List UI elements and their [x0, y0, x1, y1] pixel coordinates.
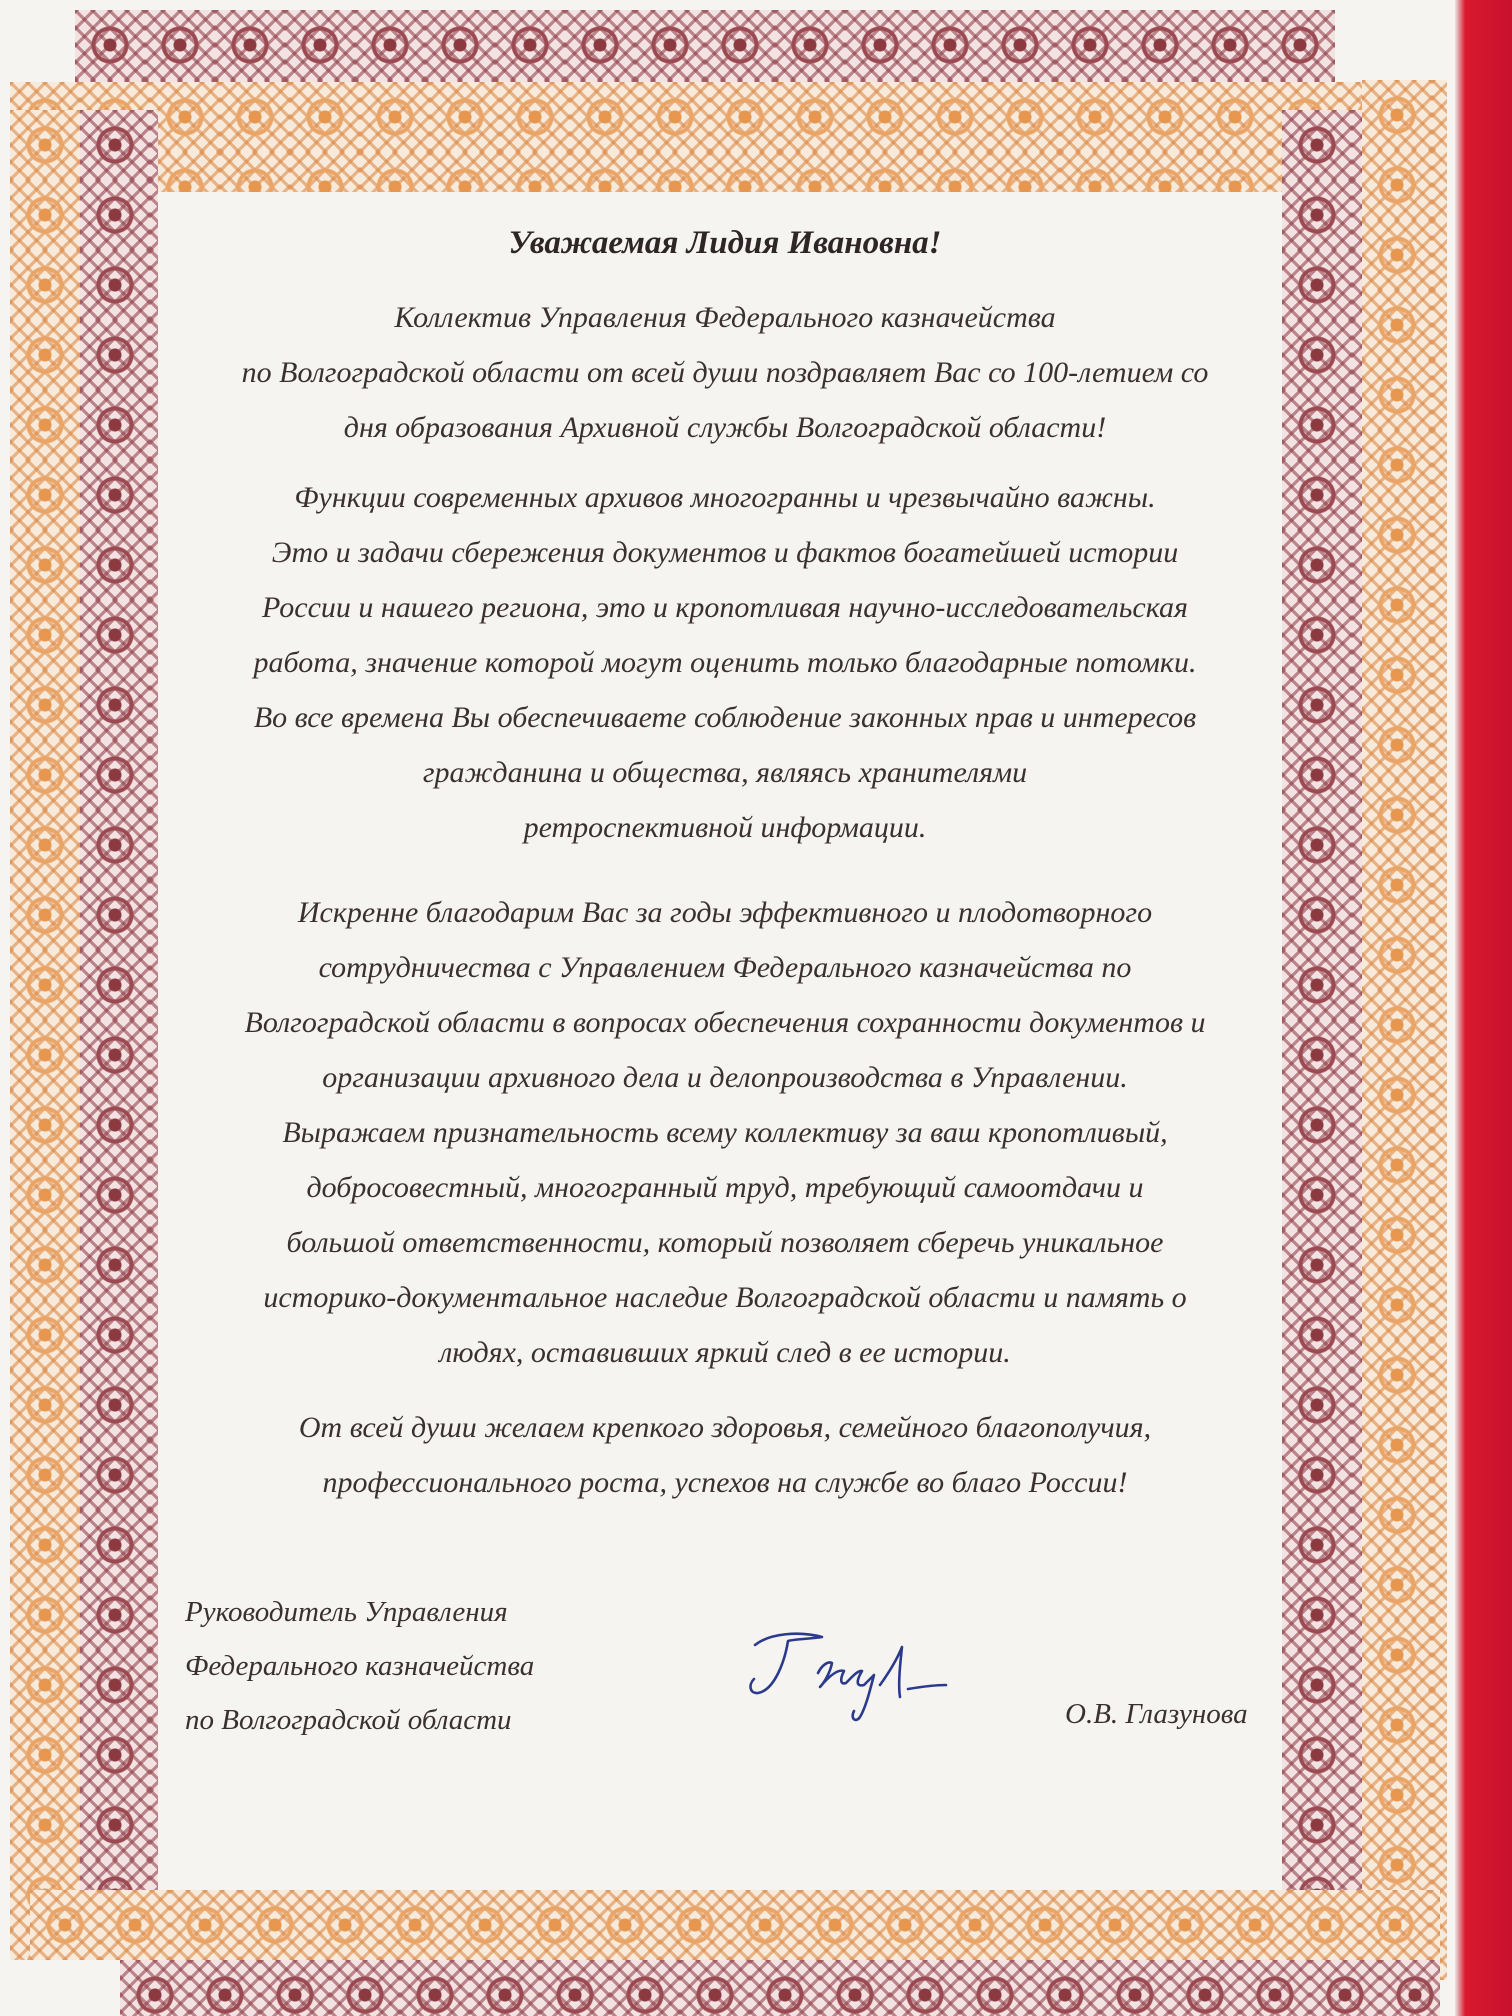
ornament-right-outer	[1362, 80, 1447, 1980]
text-line: историко-документальное наследие Волгоградской области и память о	[263, 1281, 1187, 1314]
handwritten-signature	[740, 1615, 950, 1735]
letter-body	[165, 205, 1285, 1805]
ornament-top-outer	[75, 10, 1335, 82]
red-folder-edge	[1455, 0, 1512, 2016]
text-line: Искренне благодарим Вас за годы эффективного и плодотворного	[297, 896, 1153, 929]
text-line: дня образования Архивной службы Волгоградской области!	[343, 411, 1107, 444]
text-line: Коллектив Управления Федерального казначейства	[394, 301, 1056, 334]
signer-position-line: Федерального казначейства	[185, 1650, 535, 1682]
text-line: ретроспективной информации.	[523, 811, 927, 844]
text-line: профессионального роста, успехов на службе во благо России!	[322, 1466, 1128, 1499]
archives-functions-paragraph	[165, 470, 1285, 855]
signer-position-line: Руководитель Управления	[185, 1596, 508, 1628]
ornament-left-inner	[80, 110, 158, 1960]
text-line: России и нашего региона, это и кропотливая научно-исследовательская	[262, 591, 1188, 624]
greeting-heading: Уважаемая Лидия Ивановна!	[508, 225, 942, 261]
text-line: Функции современных архивов многогранны и чрезвычайно важны.	[294, 481, 1156, 514]
ornament-left-outer	[10, 110, 80, 1960]
text-line: организации архивного дела и делопроизводства в Управлении.	[322, 1061, 1128, 1094]
signer-name: О.В. Глазунова	[1065, 1698, 1248, 1730]
signer-position	[185, 1585, 534, 1747]
text-line: добросовестный, многогранный труд, требующий самоотдачи и	[306, 1171, 1144, 1204]
text-line: по Волгоградской области от всей души поздравляет Вас со 100-летием со	[241, 356, 1209, 389]
ornament-bottom-inner	[30, 1890, 1440, 1960]
text-line: Во все времена Вы обеспечиваете соблюдение законных прав и интересов	[253, 701, 1197, 734]
text-line: большой ответственности, который позволяет сберечь уникальное	[286, 1226, 1164, 1259]
text-line: Выражаем признательность всему коллективу за ваш кропотливый,	[282, 1116, 1168, 1149]
text-line: От всей души желаем крепкого здоровья, семейного благополучия,	[298, 1411, 1152, 1444]
congratulation-paragraph	[165, 290, 1285, 455]
text-line: гражданина и общества, являясь хранителями	[422, 756, 1028, 789]
ornament-right-inner	[1282, 110, 1362, 1960]
text-line: сотрудничества с Управлением Федерального казначейства по	[318, 951, 1132, 984]
gratitude-paragraph	[165, 885, 1285, 1380]
text-line: работа, значение которой могут оценить только благодарные потомки.	[253, 646, 1197, 679]
ornament-top-inner	[10, 82, 1410, 192]
signer-position-line: по Волгоградской области	[185, 1704, 512, 1736]
ornament-bottom-outer	[120, 1960, 1440, 2016]
text-line: Волгоградской области в вопросах обеспечения сохранности документов и	[244, 1006, 1206, 1039]
text-line: людях, оставивших яркий след в ее истории.	[439, 1336, 1011, 1369]
wishes-paragraph	[165, 1400, 1285, 1510]
text-line: Это и задачи сбережения документов и фактов богатейшей истории	[271, 536, 1179, 569]
